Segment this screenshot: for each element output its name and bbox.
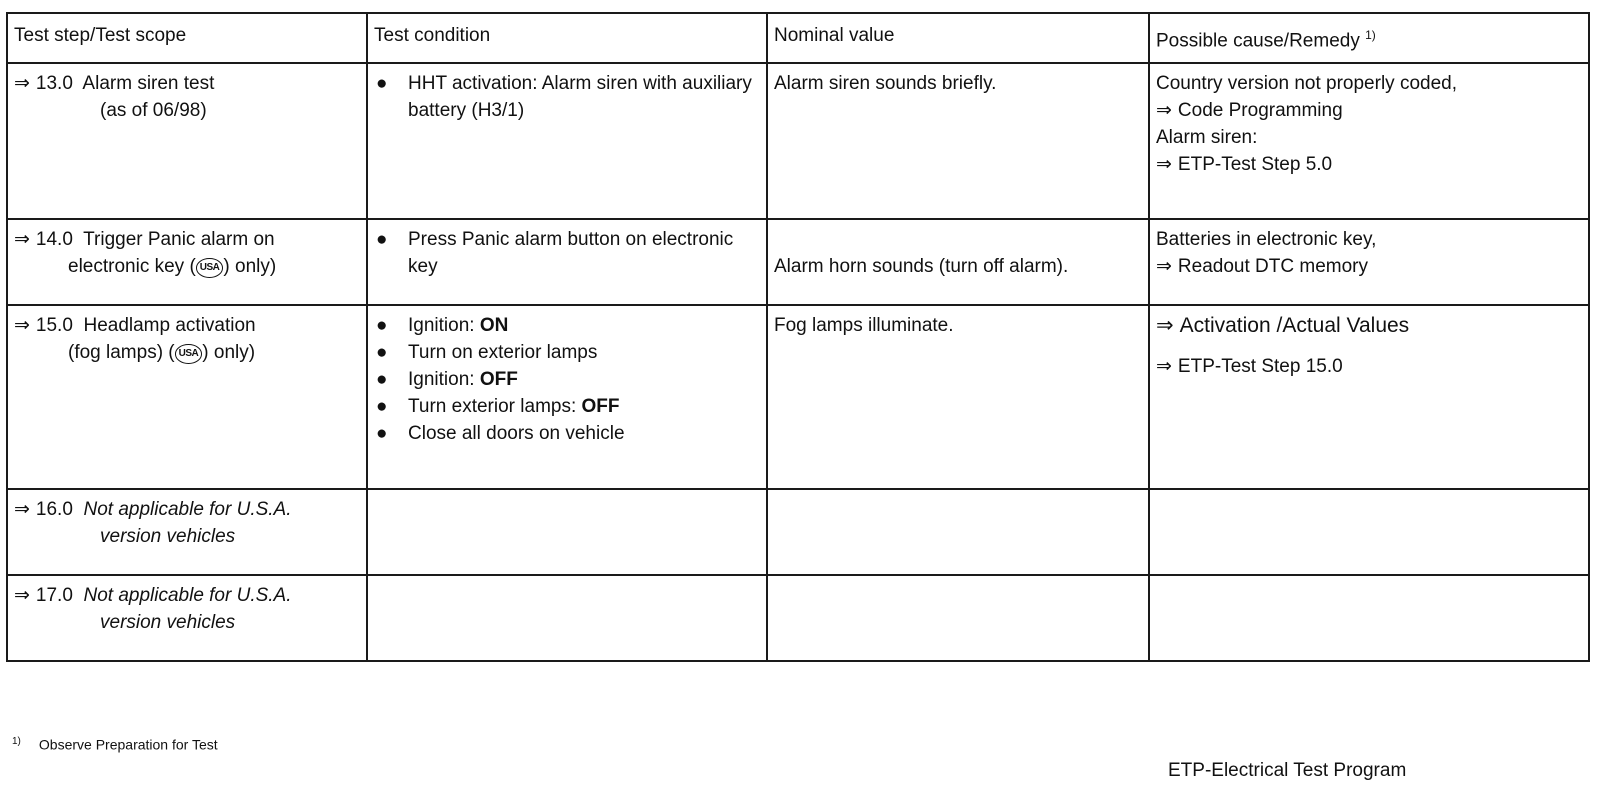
- arrow-right-icon: ⇒: [1156, 314, 1174, 337]
- condition-item: [374, 70, 758, 124]
- condition-label: Ignition:: [408, 369, 480, 390]
- remedy-link: [1156, 339, 1580, 380]
- step-cell: [7, 305, 367, 489]
- footnote-ref: 1): [1365, 28, 1376, 42]
- condition-list: [374, 70, 758, 124]
- condition-text: Turn on exterior lamps: [408, 342, 598, 363]
- remedy-link: [1156, 253, 1580, 280]
- step-subtitle: [14, 339, 358, 366]
- arrow-right-icon: ⇒: [1156, 154, 1172, 175]
- usa-badge-icon: USA: [175, 344, 203, 364]
- remedy-cell: [1149, 575, 1589, 661]
- nominal-cell: [767, 489, 1149, 575]
- condition-value: ON: [479, 315, 509, 336]
- step-heading: [14, 226, 358, 253]
- test-procedure-table: [6, 12, 1590, 662]
- remedy-link-label: Activation /Actual Values: [1179, 314, 1410, 337]
- step-subtitle: (as of 06/98): [100, 100, 207, 121]
- remedy-link: [1156, 151, 1580, 178]
- usa-badge-icon: USA: [196, 258, 224, 278]
- nominal-cell: [767, 575, 1149, 661]
- bullet-icon: ●: [376, 369, 388, 390]
- arrow-right-icon: ⇒: [1156, 356, 1172, 377]
- nominal-text: Alarm horn sounds (turn off alarm).: [774, 256, 1069, 277]
- header-nominal-value: Nominal value: [767, 13, 1149, 63]
- arrow-right-icon: ⇒: [14, 315, 30, 336]
- step-subtitle: version vehicles: [100, 612, 236, 633]
- bullet-icon: ●: [376, 315, 388, 336]
- condition-cell: [367, 63, 767, 219]
- remedy-cell: [1149, 305, 1589, 489]
- condition-value: OFF: [581, 396, 620, 417]
- step-subtitle-suffix: ) only): [223, 256, 277, 277]
- step-title: Trigger Panic alarm on: [83, 229, 275, 250]
- table-row: [7, 489, 1589, 575]
- remedy-text: Country version not properly coded,: [1156, 73, 1457, 94]
- step-heading: [14, 582, 358, 609]
- arrow-right-icon: ⇒: [1156, 100, 1172, 121]
- step-number: 15.0: [35, 315, 73, 336]
- table-row: [7, 575, 1589, 661]
- condition-list: [374, 226, 758, 280]
- step-subtitle-prefix: (fog lamps) (: [68, 342, 175, 363]
- condition-cell: [367, 219, 767, 305]
- footnote-text: Observe Preparation for Test: [38, 736, 218, 753]
- step-number: 16.0: [35, 499, 73, 520]
- header-possible-cause: [1149, 13, 1589, 63]
- step-heading: [14, 70, 358, 97]
- header-test-step: Test step/Test scope: [7, 13, 367, 63]
- header-test-condition: Test condition: [367, 13, 767, 63]
- remedy-link: [1156, 312, 1580, 339]
- condition-cell: [367, 305, 767, 489]
- step-number: 14.0: [35, 229, 73, 250]
- condition-list: [374, 312, 758, 447]
- step-title: Not applicable for U.S.A.: [83, 585, 292, 606]
- condition-item: [374, 226, 758, 280]
- nominal-cell: [767, 219, 1149, 305]
- footnote-marker: 1): [12, 736, 21, 747]
- arrow-right-icon: ⇒: [14, 585, 30, 606]
- arrow-right-icon: ⇒: [14, 229, 30, 250]
- table-row: [7, 305, 1589, 489]
- step-number: 17.0: [35, 585, 73, 606]
- condition-value: OFF: [479, 369, 518, 390]
- table-row: [7, 219, 1589, 305]
- header-possible-cause-label: Possible cause/Remedy: [1156, 30, 1360, 52]
- condition-item: [374, 366, 758, 393]
- bullet-icon: ●: [376, 423, 388, 444]
- step-cell: [7, 489, 367, 575]
- condition-cell: [367, 489, 767, 575]
- bullet-icon: ●: [376, 73, 388, 94]
- step-subtitle-suffix: ) only): [202, 342, 256, 363]
- remedy-link-label: ETP-Test Step 15.0: [1177, 356, 1343, 377]
- remedy-link-label: Code Programming: [1177, 100, 1343, 121]
- step-number: 13.0: [35, 73, 73, 94]
- arrow-right-icon: ⇒: [14, 499, 30, 520]
- step-title: Headlamp activation: [83, 315, 256, 336]
- step-title: Alarm siren test: [82, 73, 215, 94]
- step-cell: [7, 63, 367, 219]
- arrow-right-icon: ⇒: [1156, 256, 1172, 277]
- remedy-text: Batteries in electronic key,: [1156, 229, 1377, 250]
- bullet-icon: ●: [376, 342, 388, 363]
- condition-text: HHT activation: Alarm siren with auxiliary battery (H3/1): [408, 73, 752, 121]
- nominal-cell: Alarm siren sounds briefly.: [767, 63, 1149, 219]
- bullet-icon: ●: [376, 229, 388, 250]
- remedy-link: [1156, 97, 1580, 124]
- condition-item: [374, 393, 758, 420]
- remedy-cell: [1149, 219, 1589, 305]
- footer-program-title: ETP-Electrical Test Program: [1168, 760, 1407, 781]
- remedy-link-label: Readout DTC memory: [1177, 256, 1368, 277]
- condition-item: [374, 312, 758, 339]
- remedy-cell: [1149, 63, 1589, 219]
- condition-cell: [367, 575, 767, 661]
- step-cell: [7, 219, 367, 305]
- condition-item: [374, 420, 758, 447]
- step-subtitle: version vehicles: [100, 526, 236, 547]
- step-subtitle-prefix: electronic key (: [68, 256, 196, 277]
- condition-label: Turn exterior lamps:: [408, 396, 582, 417]
- footnote: [12, 736, 218, 753]
- remedy-cell: [1149, 489, 1589, 575]
- step-subtitle: [14, 253, 358, 280]
- table-row: [7, 63, 1589, 219]
- bullet-icon: ●: [376, 396, 388, 417]
- nominal-cell: Fog lamps illuminate.: [767, 305, 1149, 489]
- table-header-row: [7, 13, 1589, 63]
- condition-item: [374, 339, 758, 366]
- step-title: Not applicable for U.S.A.: [83, 499, 292, 520]
- remedy-text: Alarm siren:: [1156, 127, 1258, 148]
- step-heading: [14, 496, 358, 523]
- arrow-right-icon: ⇒: [14, 73, 30, 94]
- step-cell: [7, 575, 367, 661]
- condition-text: Close all doors on vehicle: [408, 423, 625, 444]
- condition-label: Ignition:: [408, 315, 480, 336]
- spacer: [774, 226, 1140, 253]
- step-heading: [14, 312, 358, 339]
- condition-text: Press Panic alarm button on electronic key: [408, 229, 734, 277]
- remedy-link-label: ETP-Test Step 5.0: [1177, 154, 1333, 175]
